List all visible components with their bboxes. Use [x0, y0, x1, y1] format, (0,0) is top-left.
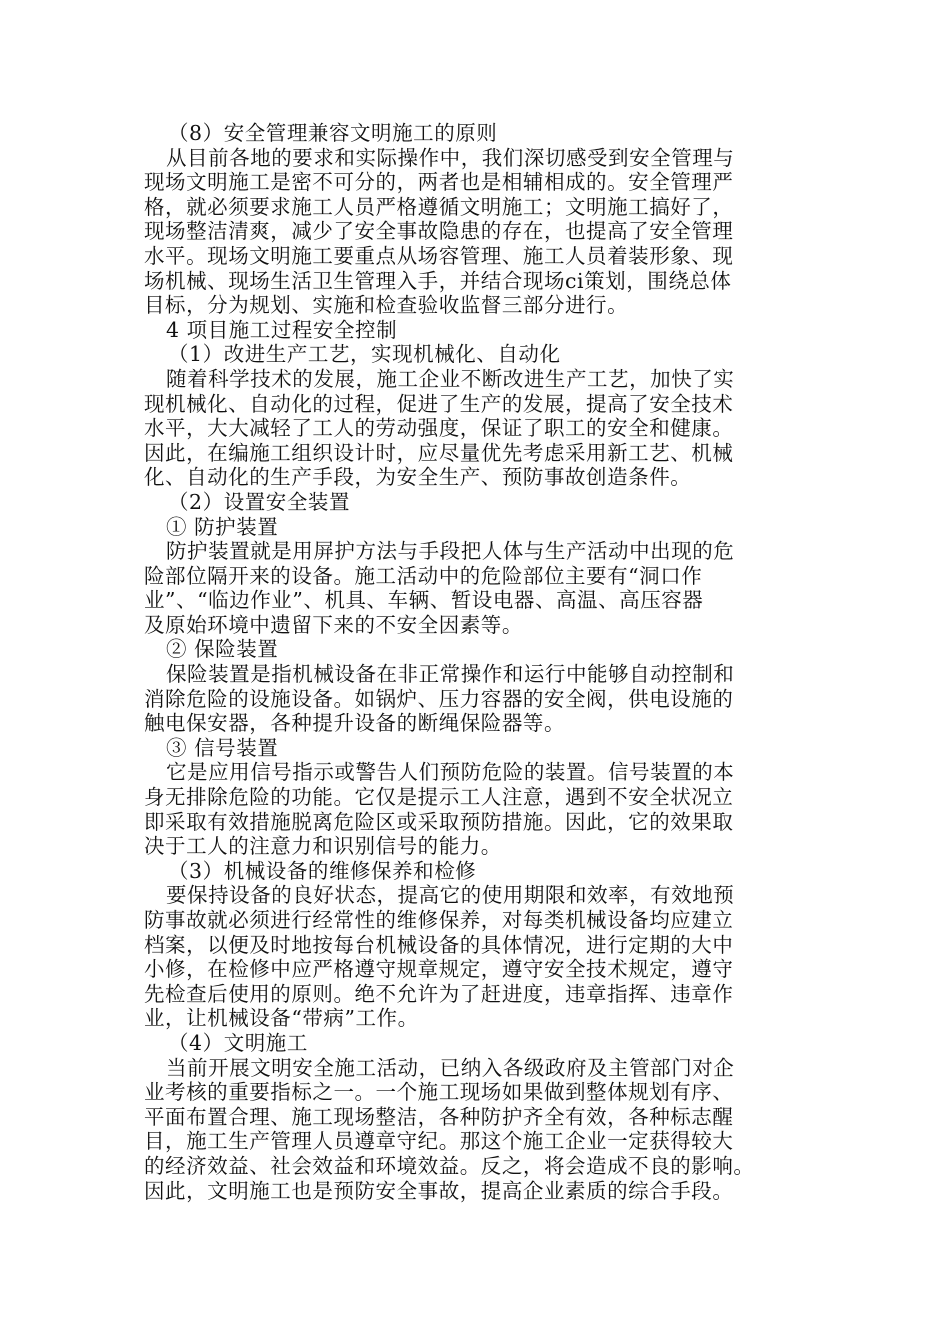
text-line: 身无排除危险的功能。它仅是提示工人注意，遇到不安全状况立 [144, 785, 734, 810]
text-line: 业考核的重要指标之一。一个施工现场如果做到整体规划有序、 [144, 1080, 734, 1105]
text-line: 防事故就必须进行经常性的维修保养，对每类机械设备均应建立 [144, 908, 734, 932]
text-line: 防护装置就是用屏护方法与手段把人体与生产活动中出现的危 [166, 539, 735, 564]
text-line: 格，就必须要求施工人员严格遵循文明施工；文明施工搞好了， [144, 194, 734, 219]
text-line: 小修，在检修中应严格遵守规章规定，遵守安全技术规定，遵守 [144, 957, 734, 982]
text-line: 现场文明施工是密不可分的，两者也是相辅相成的。安全管理严 [144, 170, 734, 195]
text-line: 水平，大大减轻了工人的劳动强度，保证了职工的安全和健康。 [144, 416, 734, 441]
text-line: 及原始环境中遗留下来的不安全因素等。 [144, 612, 523, 637]
text-line: 决于工人的注意力和识别信号的能力。 [144, 834, 502, 859]
text-line: 场机械、现场生活卫生管理入手，并结合现场ci策划，围绕总体 [144, 268, 732, 293]
text-line: 目，施工生产管理人员遵章守纪。那这个施工企业一定获得较大 [144, 1129, 734, 1154]
text-line: 即采取有效措施脱离危险区或采取预防措施。因此，它的效果取 [144, 809, 734, 834]
text-line: 当前开展文明安全施工活动，已纳入各级政府及主管部门对企 [166, 1055, 735, 1080]
text-line: （3）机械设备的维修保养和检修 [168, 858, 477, 883]
text-line: 险部位隔开来的设备。施工活动中的危险部位主要有“洞口作 [144, 563, 703, 588]
text-line: 目标，分为规划、实施和检查验收监督三部分进行。 [144, 293, 629, 318]
text-line: 随着科学技术的发展，施工企业不断改进生产工艺，加快了实 [166, 366, 735, 391]
text-line: 从目前各地的要求和实际操作中，我们深切感受到安全管理与 [166, 145, 735, 170]
text-line: 因此，文明施工也是预防安全事故，提高企业素质的综合手段。 [144, 1178, 734, 1203]
text-line: 档案，以便及时地按每台机械设备的具体情况，进行定期的大中 [144, 932, 734, 957]
text-line: （2）设置安全装置 [168, 489, 350, 514]
text-line: （8）安全管理兼容文明施工的原则 [168, 121, 498, 145]
text-line: 它是应用信号指示或警告人们预防危险的装置。信号装置的本 [166, 760, 735, 785]
text-line: 要保持设备的良好状态，提高它的使用期限和效率，有效地预 [166, 883, 735, 908]
text-line: 平面布置合理、施工现场整洁，各种防护齐全有效，各种标志醒 [144, 1104, 734, 1129]
text-line: ② 保险装置 [166, 637, 279, 662]
text-line: 现机械化、自动化的过程，促进了生产的发展，提高了安全技术 [144, 391, 734, 416]
document-body [144, 121, 794, 1203]
text-line: 4 项目施工过程安全控制 [166, 317, 398, 342]
text-line: 先检查后使用的原则。绝不允许为了赶进度，违章指挥、违章作 [144, 981, 734, 1006]
text-line: ③ 信号装置 [166, 735, 279, 760]
text-line: 业，让机械设备“带病”工作。 [144, 1006, 419, 1031]
text-line: 因此，在编施工组织设计时，应尽量优先考虑采用新工艺、机械 [144, 440, 734, 465]
text-line: 消除危险的设施设备。如锅炉、压力容器的安全阀，供电设施的 [144, 686, 734, 711]
text-line: 业”、“临边作业”、机具、车辆、暂设电器、高温、高压容器 [144, 588, 704, 613]
text-line: 的经济效益、社会效益和环境效益。反之，将会造成不良的影响。 [144, 1153, 755, 1178]
text-line: 水平。现场文明施工要重点从场容管理、施工人员着装形象、现 [144, 243, 734, 268]
text-line: （1）改进生产工艺，实现机械化、自动化 [168, 342, 561, 367]
text-line: ① 防护装置 [166, 514, 279, 539]
text-line: 化、自动化的生产手段，为安全生产、预防事故创造条件。 [144, 465, 692, 490]
text-line: 现场整洁清爽，减少了安全事故隐患的存在，也提高了安全管理 [144, 219, 734, 244]
text-line: （4）文明施工 [168, 1030, 308, 1055]
text-line: 保险装置是指机械设备在非正常操作和运行中能够自动控制和 [166, 662, 735, 687]
text-line: 触电保安器，各种提升设备的断绳保险器等。 [144, 711, 565, 736]
